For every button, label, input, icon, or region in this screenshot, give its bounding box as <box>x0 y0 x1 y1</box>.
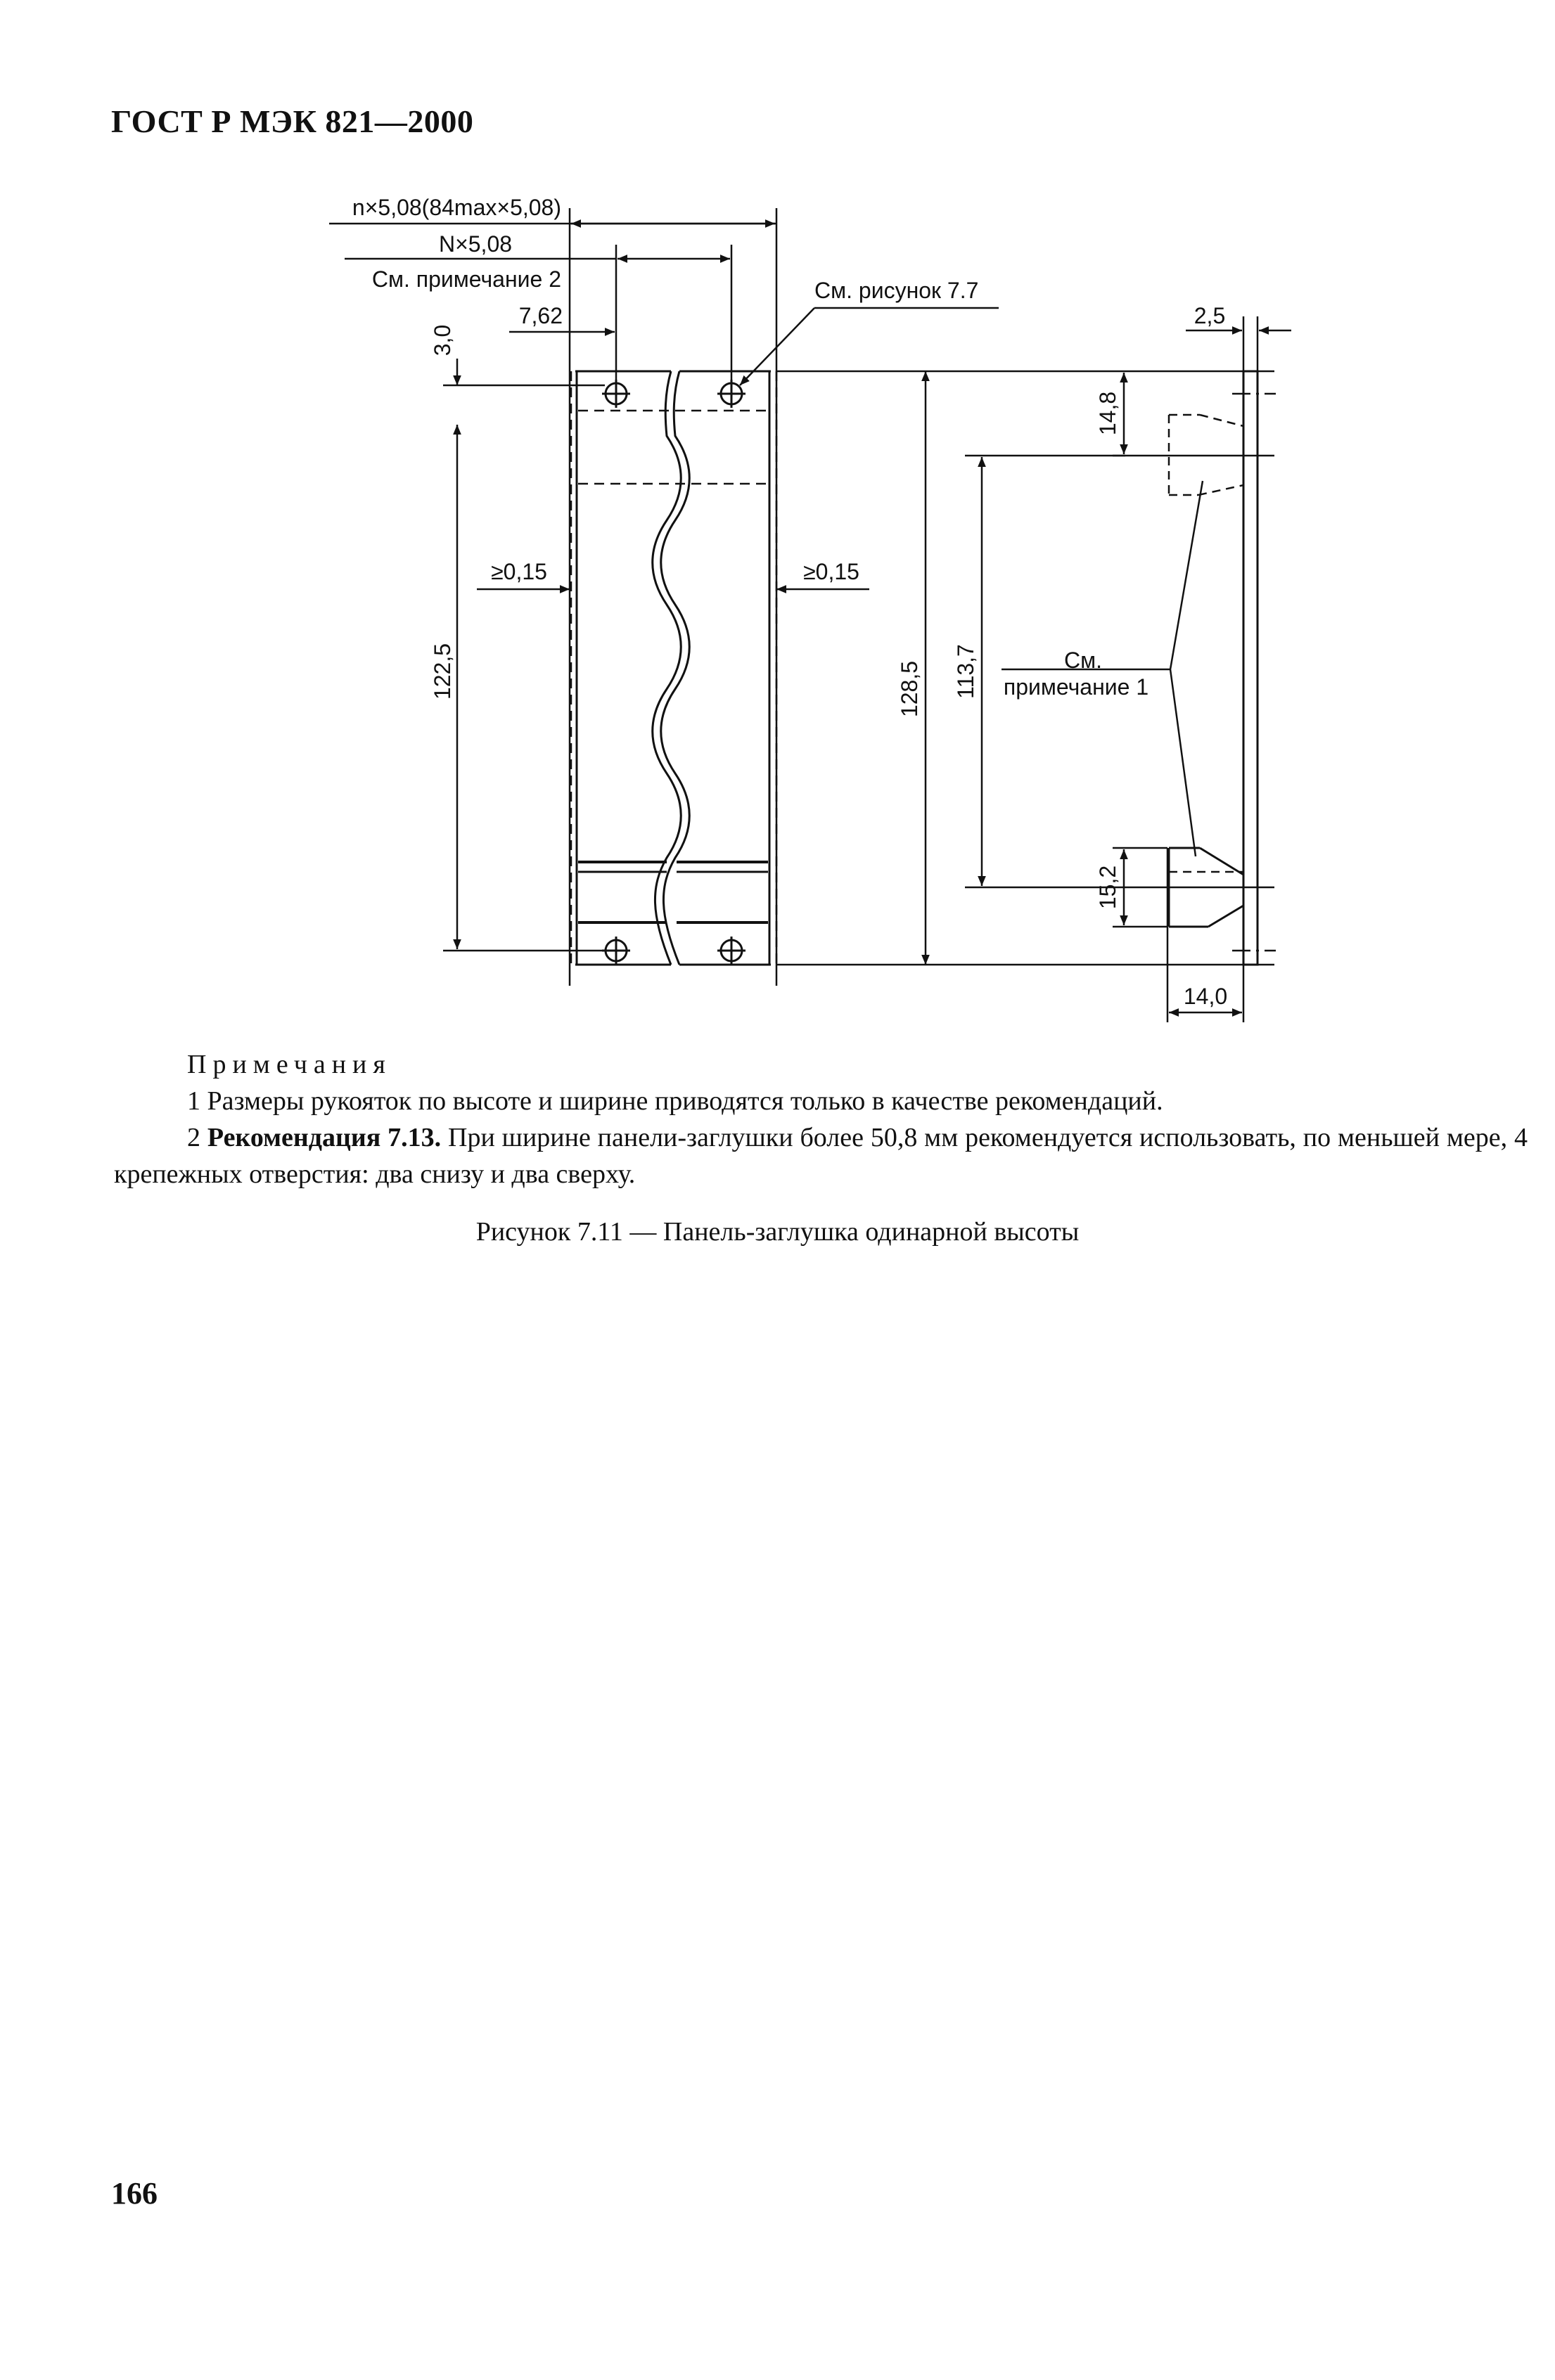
figure-caption: Рисунок 7.11 — Панель-заглушка одинарной высоты <box>475 1217 1080 1247</box>
figure-7-7-reference: См. рисунок 7.7 <box>814 278 979 303</box>
dim-handle-bottom: 15,2 <box>1095 865 1120 910</box>
dim-panel-width: n×5,08(84max×5,08) <box>352 195 561 220</box>
dim-handle-span: 113,7 <box>953 644 978 699</box>
dim-thickness: 2,5 <box>1194 303 1226 328</box>
dim-gap-right: ≥0,15 <box>803 559 859 584</box>
note-1-reference-line1: См. <box>1064 648 1102 673</box>
note-2 <box>114 1119 1528 1192</box>
note-2-recommendation: Рекомендация 7.13. <box>207 1123 442 1152</box>
notes-section <box>114 1046 1528 1192</box>
note-2-reference: См. примечание 2 <box>371 266 561 292</box>
dim-hole-offset: 7,62 <box>518 303 563 328</box>
page-header: ГОСТ Р МЭК 821—2000 <box>111 103 474 139</box>
note-1-reference-line2: примечание 1 <box>1003 674 1149 700</box>
note-2-number: 2 <box>187 1123 207 1152</box>
dim-hole-pitch: 122,5 <box>430 643 455 700</box>
technical-drawing <box>0 0 1555 1041</box>
dim-handle-depth: 14,0 <box>1183 984 1228 1009</box>
dim-panel-height: 128,5 <box>897 660 922 718</box>
notes-heading: Примечания <box>187 1050 392 1079</box>
dim-gap-left: ≥0,15 <box>491 559 547 584</box>
dim-N-width: N×5,08 <box>438 231 513 257</box>
note-1: 1 Размеры рукояток по высоте и ширине приводятся только в качестве рекомендаций. <box>187 1086 1163 1116</box>
note-2-text: При ширине панели-заглушки более 50,8 мм рекомендуется использовать, по меньшей мере, 4 крепежных отверстия: два снизу и два сверху. <box>114 1123 1528 1189</box>
dim-top-margin: 3,0 <box>430 324 455 356</box>
page-number: 166 <box>111 2176 158 2211</box>
dim-handle-top: 14,8 <box>1095 391 1120 436</box>
